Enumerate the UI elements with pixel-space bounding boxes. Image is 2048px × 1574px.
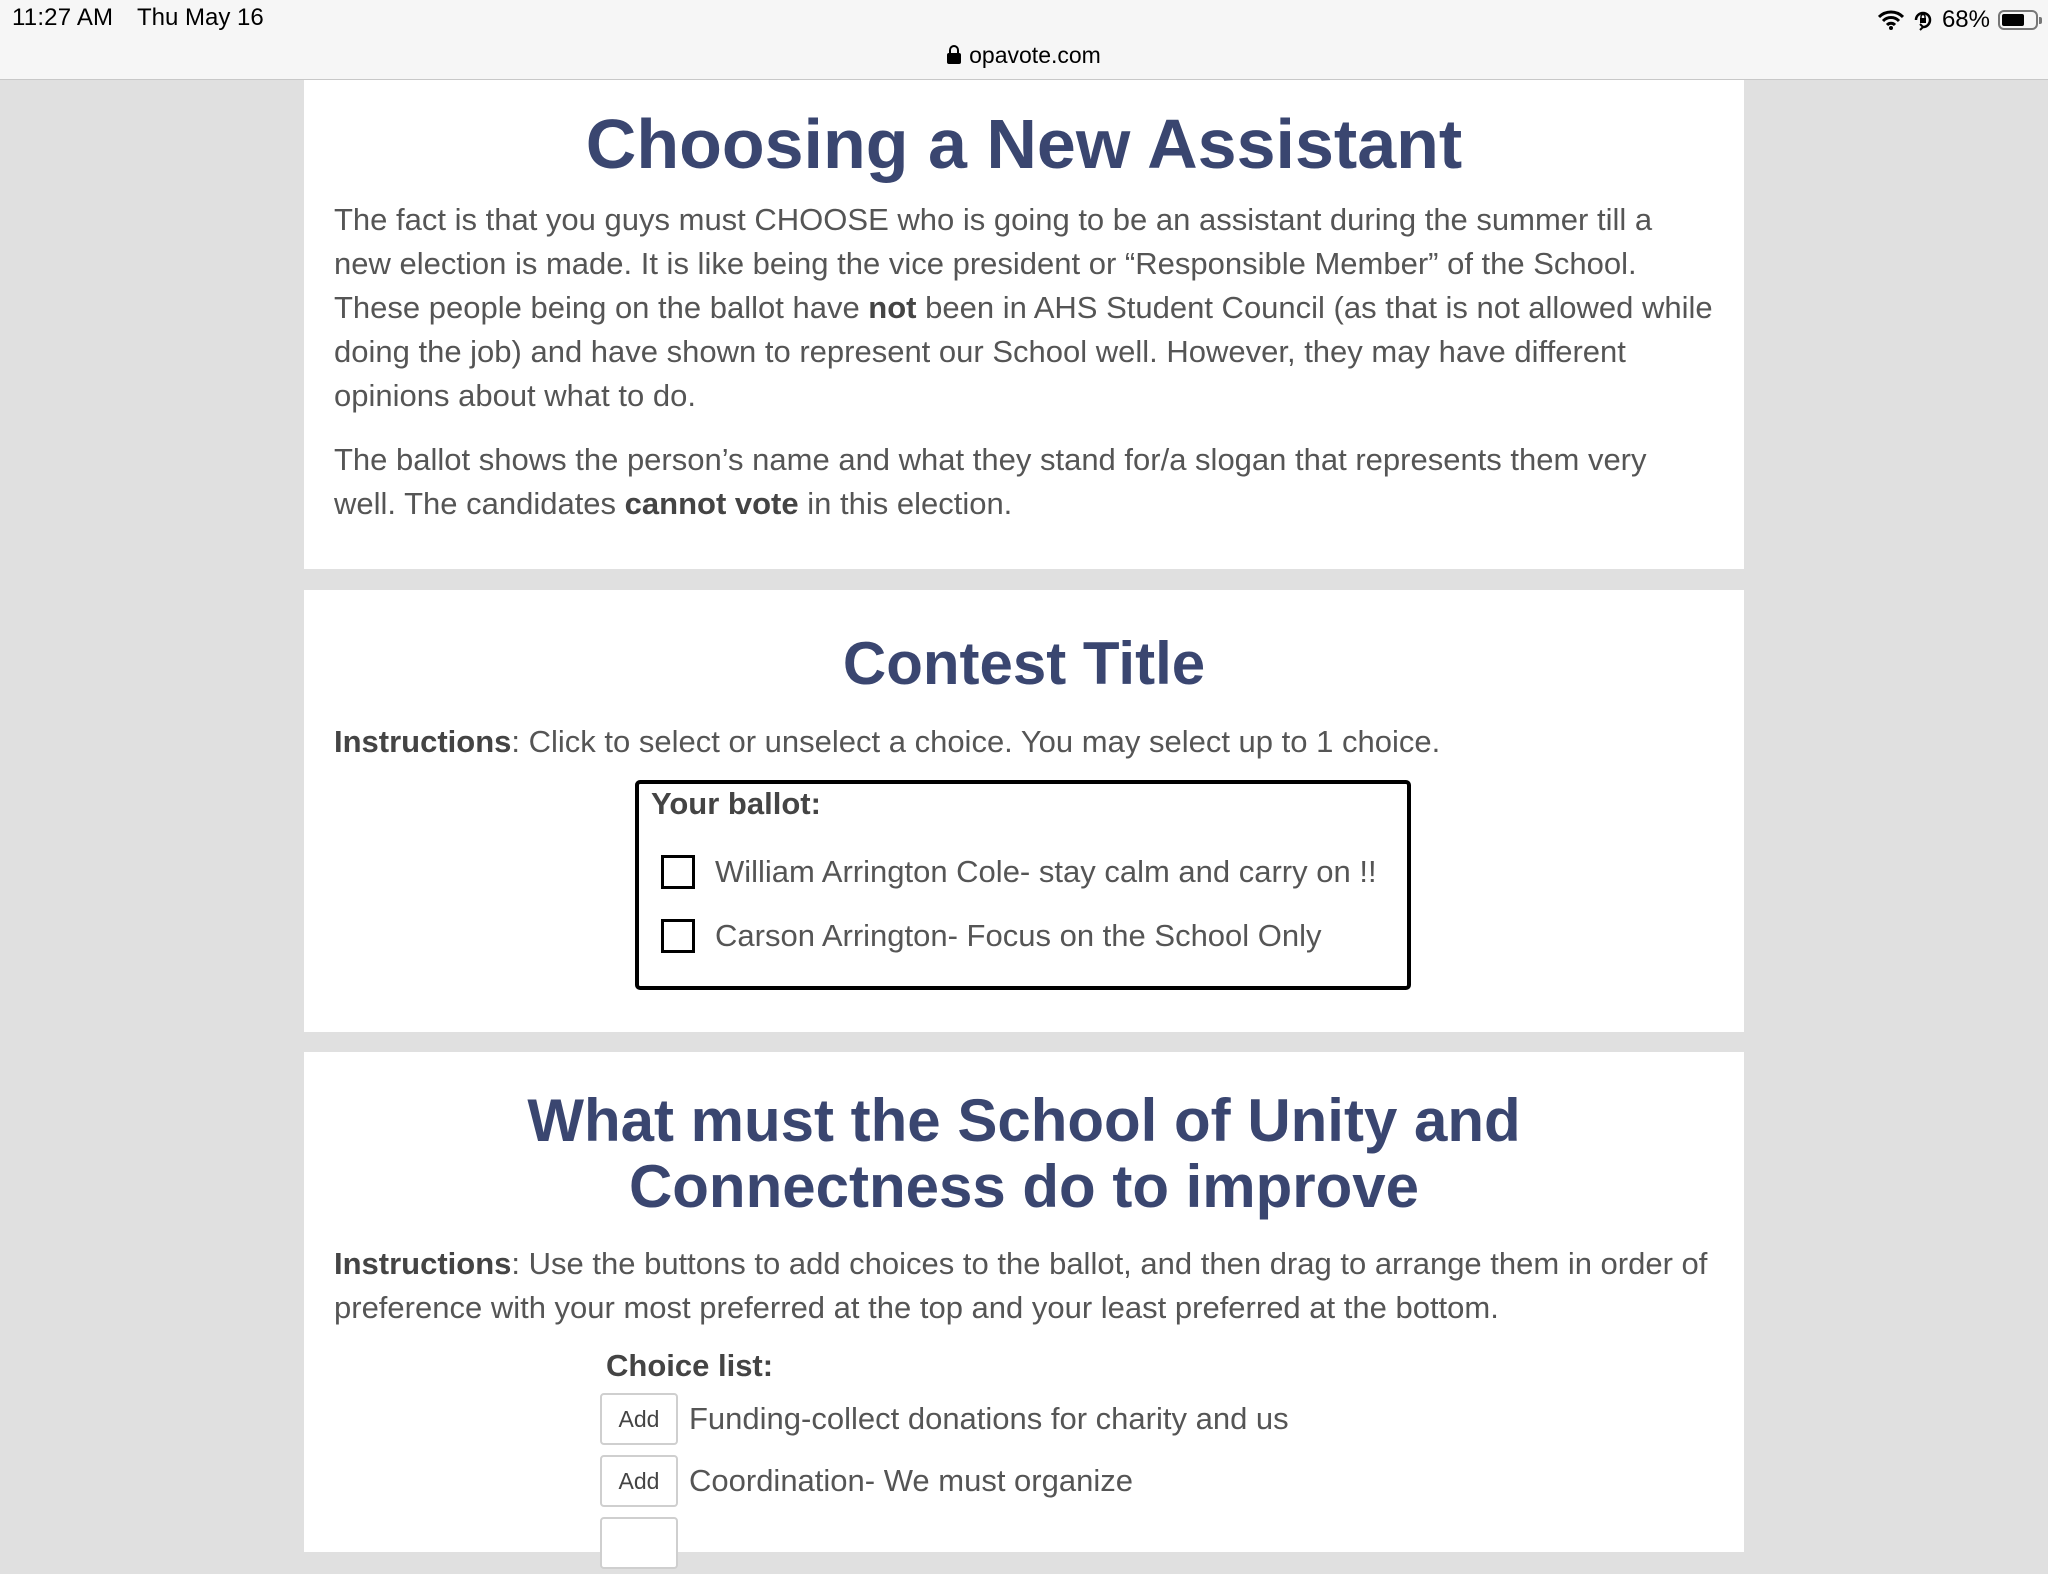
intro-paragraph-2: The ballot shows the person’s name and what they stand for/a slogan that represents them very well. The candidates cannot vote in this election. (334, 442, 1647, 521)
ballot-choice-label[interactable]: Carson Arrington- Focus on the School Only (715, 918, 1322, 953)
ballot-box (635, 780, 1411, 990)
choice-list (600, 1348, 1289, 1574)
add-button[interactable] (600, 1517, 678, 1569)
url-text: opavote.com (969, 41, 1101, 68)
browser-top-bar (0, 0, 2048, 80)
contest-card (304, 590, 1744, 1032)
checkbox[interactable] (661, 919, 695, 953)
contest-title: Contest Title (842, 630, 1206, 697)
election-intro-card (304, 80, 1744, 569)
choice-list-label: Choice list: (606, 1348, 774, 1383)
status-date: Thu May 16 (137, 4, 264, 31)
question-instructions: Instructions: Use the buttons to add choices to the ballot, and then drag to arrange them in order of preference with your most preferred at the top and your least preferred at the bottom. (334, 1246, 1708, 1325)
election-title: Choosing a New Assistant (585, 105, 1463, 183)
battery-icon (1998, 10, 2038, 30)
status-indicators (1878, 4, 2038, 36)
checkbox[interactable] (661, 855, 695, 889)
ranked-question-card (304, 1052, 1744, 1552)
ballot-choice-label[interactable]: William Arrington Cole- stay calm and carry on !! (715, 854, 1377, 889)
status-time: 11:27 AM (12, 4, 114, 31)
choice-label: Coordination- We must organize (689, 1463, 1133, 1498)
ballot-choice[interactable] (661, 840, 1395, 904)
wifi-icon (1878, 10, 1904, 30)
battery-percent: 68% (1941, 6, 1990, 33)
intro-paragraph-1: The fact is that you guys must CHOOSE who is going to be an assistant during the summer till a new election is made. It is like being the vice president or “Responsible Member” of the School. These people being on the ballot have not been in AHS Student Council (as that is not allowed while doing the job) and have shown to represent our School well. However, they may have different opinions about what to do. (334, 202, 1713, 413)
choice-label: Funding-collect donations for charity and us (689, 1401, 1289, 1436)
contest-instructions: Instructions: Click to select or unselect a choice. You may select up to 1 choice. (334, 724, 1441, 759)
address-bar[interactable] (0, 38, 2048, 72)
add-button[interactable]: Add (600, 1455, 678, 1507)
question-title: What must the School of Unity and Connectness do to improve (527, 1087, 1521, 1220)
choice-list-item (600, 1388, 1289, 1450)
choice-list-item (600, 1450, 1289, 1512)
ballot-label: Your ballot: (651, 786, 821, 821)
choice-list-item (600, 1512, 1289, 1574)
add-button[interactable]: Add (600, 1393, 678, 1445)
ballot-choice[interactable] (661, 904, 1395, 968)
lock-icon (947, 45, 961, 65)
orientation-lock-icon (1912, 9, 1934, 31)
